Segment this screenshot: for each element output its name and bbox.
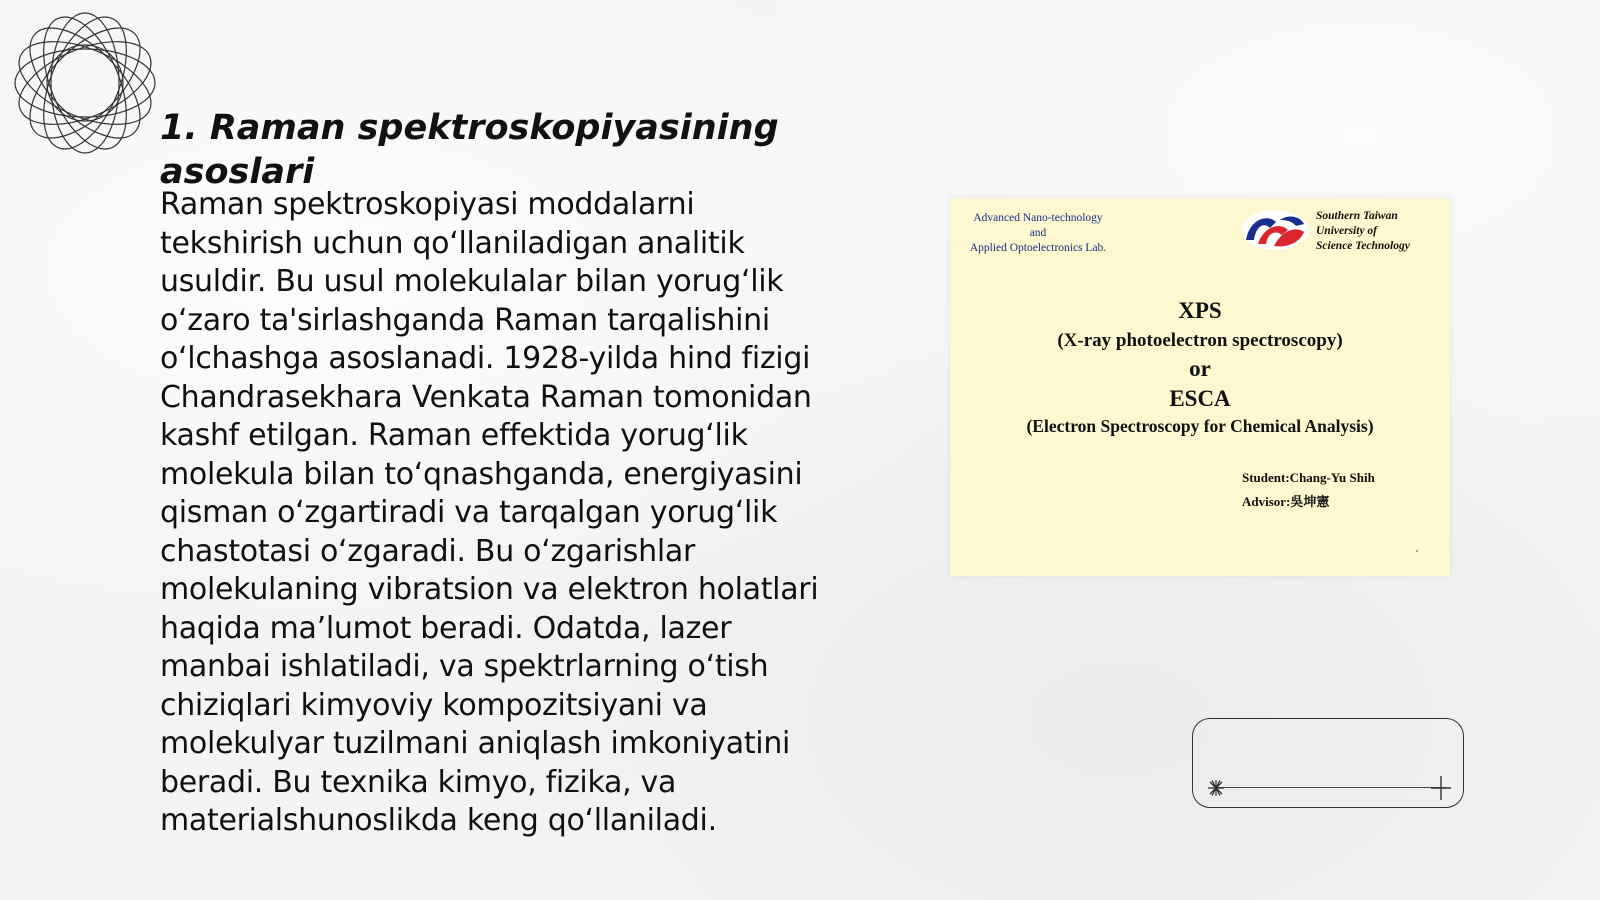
xps-heading: XPS bbox=[1178, 298, 1222, 323]
student-name: Student:Chang-Yu Shih bbox=[1242, 470, 1375, 485]
slide-body-text: Raman spektroskopiyasi moddalarni tekshirish uchun qo‘llaniladigan analitik usuldir. Bu usul molekulalar bilan yorug‘lik o‘zaro ta'sirlashganda Raman tarqalishini o‘lchashga asoslanadi. 1928-yilda hind fizigi Chandrasekhara Venkata Raman tomonidan kashf etilgan. Raman effektida yorug‘lik molekula bilan to‘qnashganda, energiyasini qisman o‘zgartiradi va tarqalgan yorug‘lik chastotasi o‘zgaradi. Bu o‘zgarishlar molekulaning vibratsion va elektron holatlari haqida ma’lumot beradi. Odatda, lazer manbai ishlatiladi, va spektrlarning o‘tish chiziqlari kimyoviy kompozitsiyani va molekulyar tuzilmani aniqlash imkoniyatini beradi. Bu texnika kimyo, fizika, va materialshunoslikda keng qo‘llaniladi. bbox=[160, 187, 819, 838]
ornament-petal bbox=[51, 13, 119, 153]
star-burst-icon bbox=[1207, 779, 1225, 797]
ornament-petal bbox=[27, 8, 143, 158]
university-logo-icon bbox=[1240, 208, 1310, 252]
ornament-petal bbox=[10, 25, 160, 141]
lab-name bbox=[958, 211, 1118, 256]
university-name-line: University of bbox=[1316, 225, 1378, 237]
ornament-petal bbox=[27, 8, 143, 158]
esca-heading: ESCA bbox=[1169, 386, 1231, 411]
ornament-petal bbox=[11, 9, 158, 156]
esca-full-name: (Electron Spectroscopy for Chemical Analysis) bbox=[1026, 416, 1374, 436]
cross-sparkle-icon bbox=[1429, 775, 1453, 801]
advisor-name: Advisor:吳坤憲 bbox=[1242, 494, 1330, 509]
university-name-line: Southern Taiwan bbox=[1316, 210, 1398, 222]
university-name bbox=[1316, 209, 1446, 254]
decorative-rounded-box bbox=[1192, 718, 1464, 808]
or-connector: or bbox=[1189, 356, 1211, 381]
image-speck bbox=[1416, 550, 1418, 552]
xps-title-slide-image bbox=[950, 198, 1450, 576]
lab-name-line: and bbox=[1029, 227, 1047, 239]
ornament-petal bbox=[15, 49, 155, 117]
university-name-line: Science Technology bbox=[1316, 240, 1410, 252]
slide-title: 1. Raman spektroskopiyasining asoslari bbox=[160, 108, 779, 192]
decorative-line bbox=[1217, 787, 1445, 788]
ornament-petal bbox=[11, 9, 158, 156]
circle-flower-icon bbox=[10, 8, 160, 158]
lab-name-line: Applied Optoelectronics Lab. bbox=[969, 242, 1107, 254]
ornament-petal bbox=[10, 25, 160, 141]
xps-full-name: (X-ray photoelectron spectroscopy) bbox=[1057, 330, 1343, 351]
lab-name-line: Advanced Nano-technology bbox=[973, 212, 1103, 224]
